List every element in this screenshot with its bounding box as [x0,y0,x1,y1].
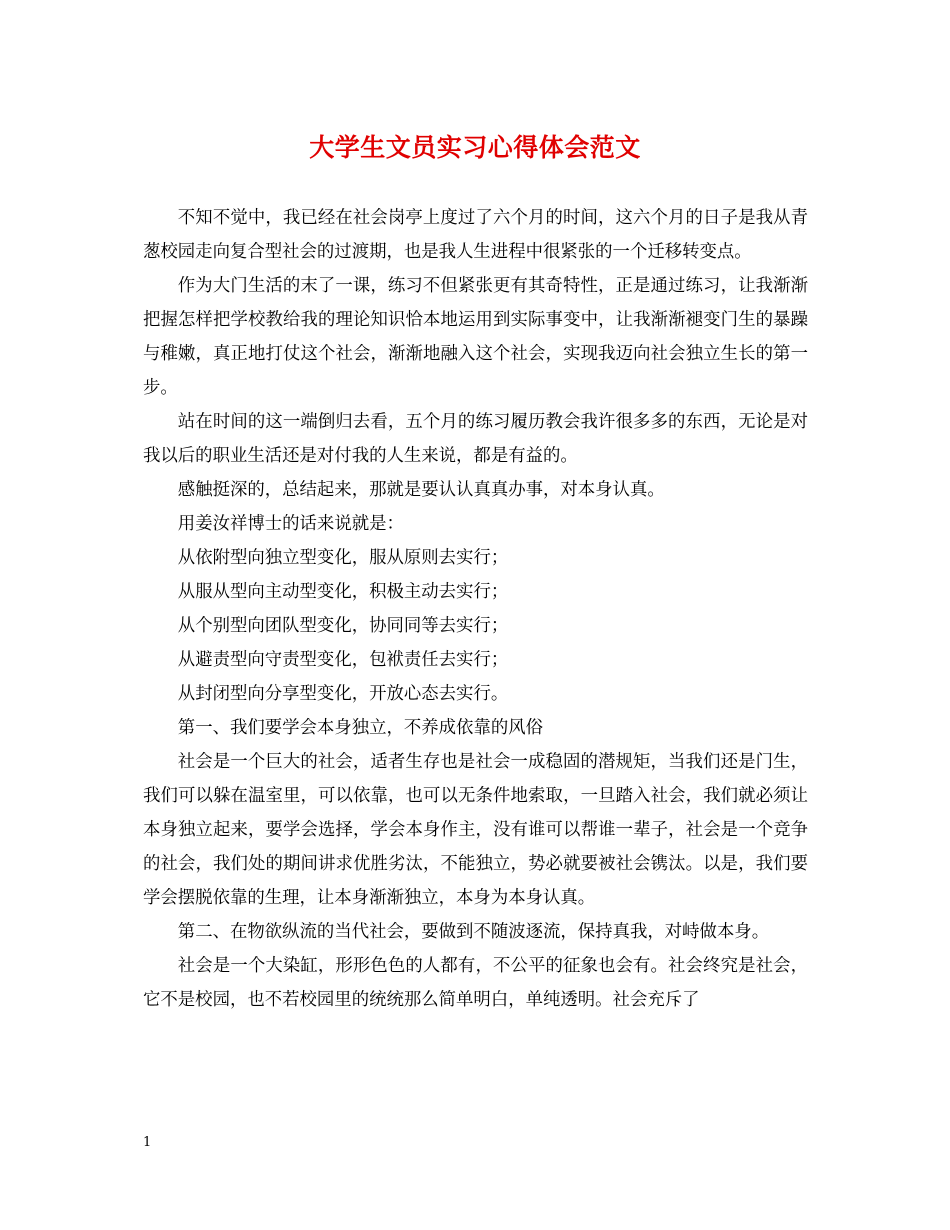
list-item: 从服从型向主动型变化，积极主动去实行； [177,582,509,602]
paragraph: 社会是一个大染缸，形形色色的人都有，不公平的征象也会有。社会终究是社会，它不是校园，也不若校园里的统统那么简单明白，单纯透明。社会充斥了 [143,956,808,1010]
paragraph: 感触挺深的，总结起来，那就是要认认真真办事，对本身认真。 [177,480,665,500]
list-item: 从依附型向独立型变化，服从原则去实行； [177,548,509,568]
list-item: 从避责型向守责型变化，包袱责任去实行； [177,650,509,670]
section-heading: 第一、我们要学会本身独立，不养成依靠的风俗 [177,718,544,738]
paragraph: 用姜汝祥博士的话来说就是： [177,514,404,534]
list-item: 从个别型向团队型变化，协同同等去实行； [177,616,509,636]
paragraph: 作为大门生活的末了一课，练习不但紧张更有其奇特性，正是通过练习，让我渐渐把握怎样把学校教给我的理论知识恰本地运用到实际事变中，让我渐渐褪变门生的暴躁与稚嫩，真正地打仗这个社会，渐渐地融入这个社会，实现我迈向社会独立生长的第一步。 [143,276,808,398]
paragraph: 社会是一个巨大的社会，适者生存也是社会一成稳固的潜规矩，当我们还是门生，我们可以躲在温室里，可以依靠，也可以无条件地索取，一旦踏入社会，我们就必须让本身独立起来，要学会选择，学会本身作主，没有谁可以帮谁一辈子，社会是一个竞争的社会，我们处的期间讲求优胜劣汰，不能独立，势必就要被社会镌汰。以是，我们要学会摆脱依靠的生理，让本身渐渐独立，本身为本身认真。 [143,752,808,908]
page-number: 1 [143,1135,152,1150]
document-title: 大学生文员实习心得体会范文 [309,133,641,162]
document-body [143,201,808,1017]
section-heading: 第二、在物欲纵流的当代社会，要做到不随波逐流，保持真我，对峙做本身。 [177,922,770,942]
paragraph: 不知不觉中，我已经在社会岗亭上度过了六个月的时间，这六个月的日子是我从青葱校园走向复合型社会的过渡期，也是我人生进程中很紧张的一个迁移转变点。 [143,208,808,262]
paragraph: 站在时间的这一端倒归去看，五个月的练习履历教会我许很多多的东西，无论是对我以后的职业生活还是对付我的人生来说，都是有益的。 [143,412,808,466]
list-item: 从封闭型向分享型变化，开放心态去实行。 [177,684,509,704]
